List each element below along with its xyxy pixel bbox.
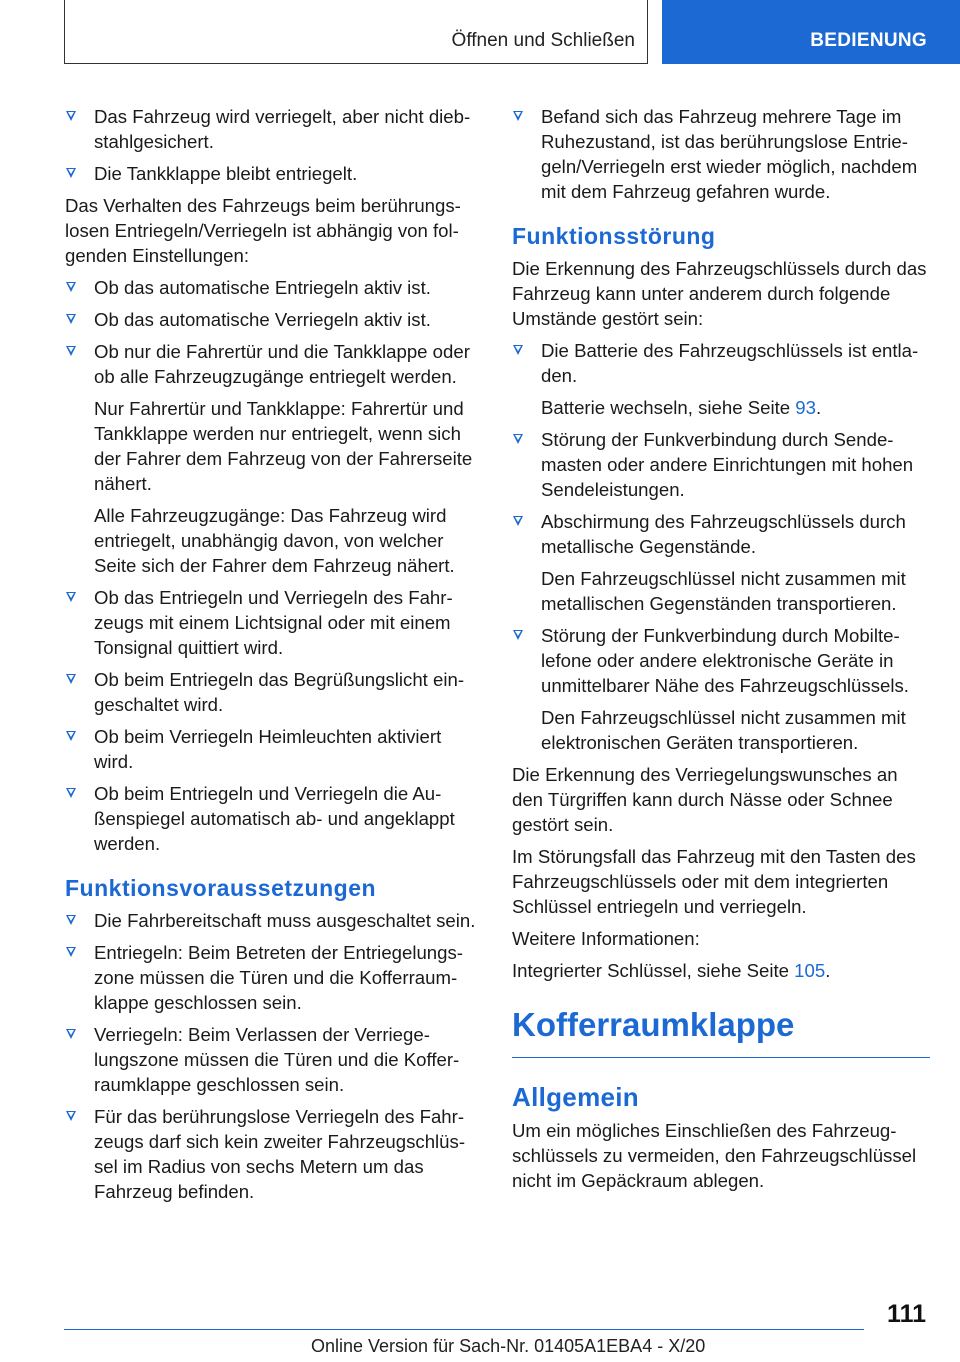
list-item: Befand sich das Fahrzeug mehrere Tage im Ruhezustand, ist das berührungslose Entriegeln/Verriegeln erst wieder möglich, nachdem mit dem Fahrzeug gefahren wurde. xyxy=(512,104,930,204)
page-number: 111 xyxy=(887,1300,926,1328)
right-column xyxy=(512,104,930,1200)
paragraph: Um ein mögliches Einschließen des Fahrzeugschlüssels zu vermeiden, den Fahrzeugschlüssel nicht im Gepäckraum ablegen. xyxy=(512,1120,917,1191)
list-item: Ob beim Entriegeln und Verriegeln die Außenspiegel automatisch ab- und angeklappt werden. xyxy=(65,781,482,856)
chapter-title: Öffnen und Schließen xyxy=(451,30,635,51)
list-item: Störung der Funkverbindung durch Sendemasten oder andere Einrichtungen mit hohen Sendeleistungen. xyxy=(512,427,930,502)
list-item: Ob beim Verriegeln Heimleuchten aktiviert wird. xyxy=(65,724,482,774)
page-link-93[interactable]: 93 xyxy=(795,397,816,418)
footer-online-version: Online Version für Sach-Nr. 01405A1EBA4 - X/20 xyxy=(311,1336,706,1356)
list-item: Abschirmung des Fahrzeugschlüssels durch metallische Gegenstände. xyxy=(512,509,930,559)
list-item: Ob nur die Fahrertür und die Tankklappe oder ob alle Fahrzeugzugänge entriegelt werden. xyxy=(65,339,482,389)
footer-divider xyxy=(64,1329,864,1330)
section-title: BEDIENUNG xyxy=(810,30,927,51)
list-item: Verriegeln: Beim Verlassen der Verriegelungszone müssen die Türen und die Kofferraumklappe geschlossen sein. xyxy=(65,1022,482,1097)
list-item-detail: Den Fahrzeugschlüssel nicht zusammen mit elektronischen Geräten transportieren. xyxy=(541,707,906,753)
left-column xyxy=(65,104,482,1211)
list-item: Das Fahrzeug wird verriegelt, aber nicht diebstahlgesichert. xyxy=(65,104,482,154)
list-item-detail: Batterie wechseln, siehe Seite 93. xyxy=(541,397,822,418)
list-item-detail: Alle Fahrzeugzugänge: Das Fahrzeug wird entriegelt, unabhängig davon, von welcher Seite sich der Fahrer dem Fahrzeug nähert. xyxy=(94,505,455,576)
section-heading-funktionsstoerung: Funktionsstörung xyxy=(512,223,716,249)
list-item: Ob das Entriegeln und Verriegeln des Fahrzeugs mit einem Lichtsignal oder mit einem Tonsignal quittiert wird. xyxy=(65,585,482,660)
bullet-triangle-icon xyxy=(66,1111,76,1121)
list-item-detail: Den Fahrzeugschlüssel nicht zusammen mit metallischen Gegenständen transportieren. xyxy=(541,568,906,614)
list-item: Entriegeln: Beim Betreten der Entriegelungszone müssen die Türen und die Kofferraumklappe geschlossen sein. xyxy=(65,940,482,1015)
bullet-triangle-icon xyxy=(66,674,76,684)
bullet-triangle-icon xyxy=(513,630,523,640)
list-item: Die Tankklappe bleibt entriegelt. xyxy=(65,161,482,186)
paragraph: Die Erkennung des Verriegelungswunsches an den Türgriffen kann durch Nässe oder Schnee gestört sein. xyxy=(512,764,898,835)
paragraph: Die Erkennung des Fahrzeugschlüssels durch das Fahrzeug kann unter anderem durch folgende Umstände gestört sein: xyxy=(512,258,927,329)
bullet-triangle-icon xyxy=(66,346,76,356)
bullet-triangle-icon xyxy=(513,345,523,355)
list-item: Die Fahrbereitschaft muss ausgeschaltet sein. xyxy=(65,908,482,933)
chapter-heading-kofferraumklappe: Kofferraumklappe xyxy=(512,1005,930,1058)
section-heading-funktionsvoraussetzungen: Funktionsvoraussetzungen xyxy=(65,875,377,901)
header-section-box xyxy=(662,0,960,64)
list-item: Ob das automatische Verriegeln aktiv ist. xyxy=(65,307,482,332)
bullet-triangle-icon xyxy=(66,314,76,324)
bullet-triangle-icon xyxy=(66,592,76,602)
list-item: Die Batterie des Fahrzeugschlüssels ist entladen. xyxy=(512,338,930,388)
page-link-105[interactable]: 105 xyxy=(794,960,826,981)
bullet-triangle-icon xyxy=(66,947,76,957)
bullet-triangle-icon xyxy=(66,111,76,121)
bullet-triangle-icon xyxy=(66,915,76,925)
paragraph: Das Verhalten des Fahrzeugs beim berührungslosen Entriegeln/Verriegeln ist abhängig von folgenden Einstellungen: xyxy=(65,195,461,266)
list-item: Ob das automatische Entriegeln aktiv ist. xyxy=(65,275,482,300)
paragraph: Weitere Informationen: xyxy=(512,928,700,949)
list-item: Ob beim Entriegeln das Begrüßungslicht eingeschaltet wird. xyxy=(65,667,482,717)
bullet-triangle-icon xyxy=(513,111,523,121)
bullet-triangle-icon xyxy=(66,1029,76,1039)
list-item: Für das berührungslose Verriegeln des Fahrzeugs darf sich kein zweiter Fahrzeugschlüssel im Radius von sechs Metern um das Fahrzeug befinden. xyxy=(65,1104,482,1204)
paragraph: Im Störungsfall das Fahrzeug mit den Tasten des Fahrzeugschlüssels oder mit dem integrierten Schlüssel entriegeln und verriegeln. xyxy=(512,846,916,917)
bullet-triangle-icon xyxy=(513,434,523,444)
list-item: Störung der Funkverbindung durch Mobiltelefone oder andere elektronische Geräte in unmittelbarer Nähe des Fahrzeugschlüssels. xyxy=(512,623,930,698)
bullet-triangle-icon xyxy=(66,168,76,178)
header-chapter-box xyxy=(64,0,648,64)
list-item-detail: Nur Fahrertür und Tankklappe: Fahrertür und Tankklappe werden nur entriegelt, wenn sich der Fahrer dem Fahrzeug von der Fahrerseite nähert. xyxy=(94,398,473,494)
bullet-triangle-icon xyxy=(66,731,76,741)
bullet-triangle-icon xyxy=(513,516,523,526)
section-heading-allgemein: Allgemein xyxy=(512,1082,639,1112)
paragraph: Integrierter Schlüssel, siehe Seite 105. xyxy=(512,960,831,981)
bullet-triangle-icon xyxy=(66,282,76,292)
bullet-triangle-icon xyxy=(66,788,76,798)
